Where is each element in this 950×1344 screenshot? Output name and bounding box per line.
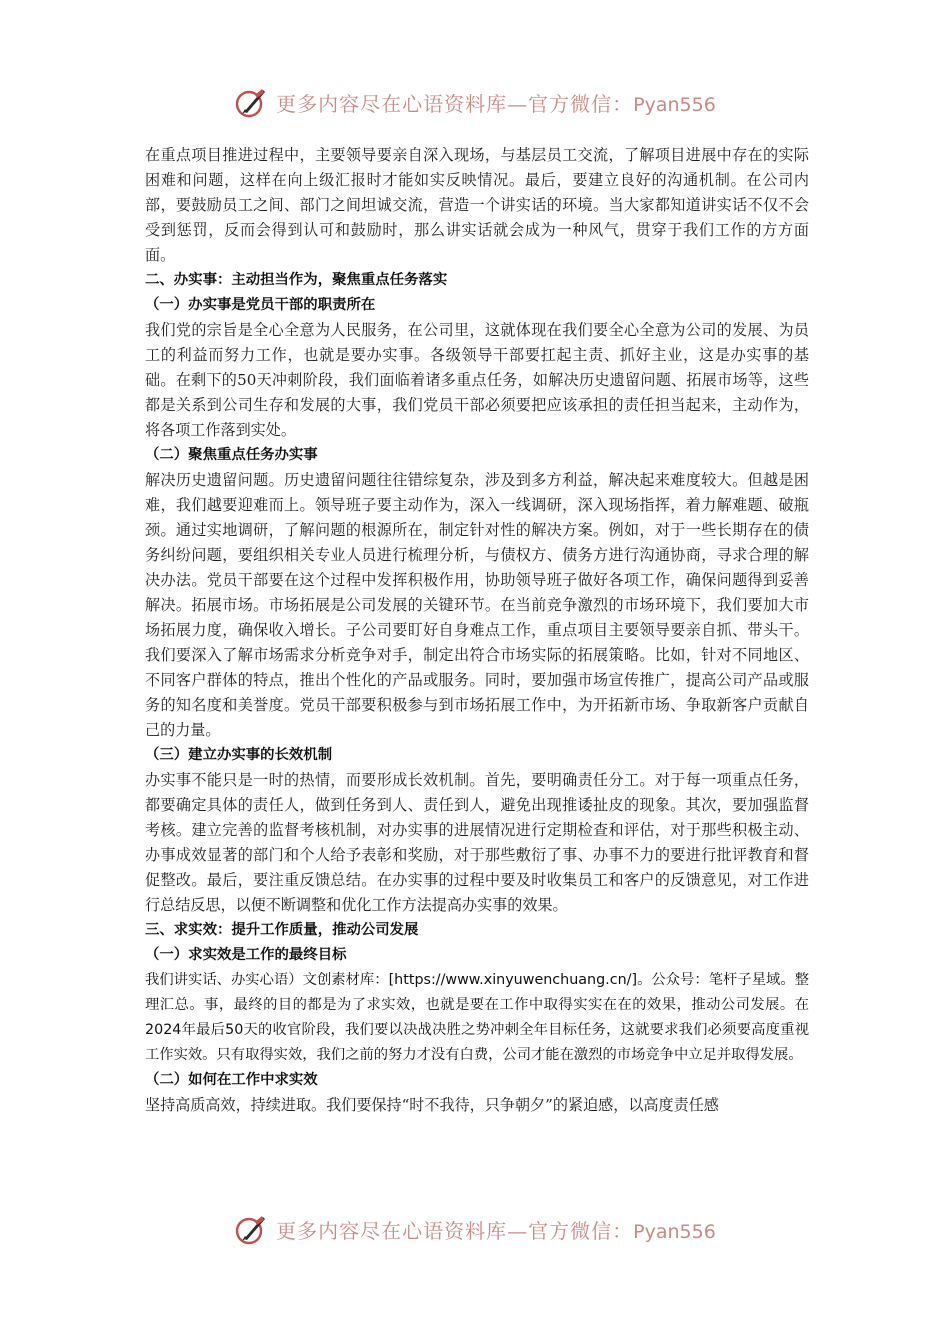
paragraph-3-1: 我们讲实话、办实心语）文创素材库：[https://www.xinyuwenchuang.cn/]。公众号：笔杆子星域。整理汇总。事，最终的目的都是为了求实效，也就是要在工作中取得实实在在的效果，推动公司发展。在2024年最后50天的收官阶段，我们要以决战决胜之势冲刺全年目标任务，这就要求我们必须要高度重视工作实效。只有取得实效，我们之前的努力才没有白费，公司才能在激烈的市场竞争中立足并取得发展。 bbox=[145, 972, 809, 1063]
paragraph-2-1: 我们党的宗旨是全心全意为人民服务，在公司里，这就体现在我们要全心全意为公司的发展、为员工的利益而努力工作，也就是要办实事。各级领导干部要扛起主责、抓好主业，这是办实事的基础。在剩下的50天冲刺阶段，我们面临着诸多重点任务，如解决历史遗留问题、拓展市场等，这些都是关系到公司生存和发展的大事，我们党员干部必须要把应该承担的责任担当起来，主动作为，将各项工作落到实处。 bbox=[145, 321, 809, 439]
header-wechat-id: Pyan556 bbox=[633, 93, 716, 116]
subheading-2-1: （一）办实事是党员干部的职责所在 bbox=[145, 297, 376, 313]
section-heading-3: 三、求实效：提升工作质量，推动公司发展 bbox=[145, 922, 419, 938]
subheading-3-2: （二）如何在工作中求实效 bbox=[145, 1072, 318, 1088]
subheading-2-3: （三）建立办实事的长效机制 bbox=[145, 747, 333, 763]
header-banner-text: 更多内容尽在心语资料库—官方微信：Pyan556 bbox=[276, 91, 716, 116]
header-banner bbox=[0, 82, 950, 122]
paragraph-3-2: 坚持高质高效，持续进取。我们要保持“时不我待，只争朝夕”的紧迫感，以高度责任感 bbox=[145, 1096, 719, 1114]
paragraph-2-2: 解决历史遗留问题。历史遗留问题往往错综复杂，涉及到多方利益，解决起来难度较大。但越是困难，我们越要迎难而上。领导班子要主动作为，深入一线调研，深入现场指挥，着力解难题、破瓶颈。通过实地调研，了解问题的根源所在，制定针对性的解决方案。例如，对于一些长期存在的债务纠纷问题，要组织相关专业人员进行梳理分析，与债权方、债务方进行沟通协商，寻求合理的解决办法。党员干部要在这个过程中发挥积极作用，协助领导班子做好各项工作，确保问题得到妥善解决。拓展市场。市场拓展是公司发展的关键环节。在当前竞争激烈的市场环境下，我们要加大市场拓展力度，确保收入增长。子公司要盯好自身难点工作，重点项目主要领导要亲自抓、带头干。我们要深入了解市场需求分析竞争对手，制定出符合市场实际的拓展策略。比如，针对不同地区、不同客户群体的特点，推出个性化的产品或服务。同时，要加强市场宣传推广，提高公司产品或服务的知名度和美誉度。党员干部要积极参与到市场拓展工作中，为开拓新市场、争取新客户贡献自己的力量。 bbox=[145, 471, 809, 739]
paragraph-2-3: 办实事不能只是一时的热情，而要形成长效机制。首先，要明确责任分工。对于每一项重点任务，都要确定具体的责任人，做到任务到人、责任到人，避免出现推诿扯皮的现象。其次，要加强监督考核。建立完善的监督考核机制，对办实事的进展情况进行定期检查和评估，对于那些积极主动、办事成效显著的部门和个人给予表彰和奖励，对于那些敷衍了事、办事不力的要进行批评教育和督促整改。最后，要注重反馈总结。在办实事的过程中要及时收集员工和客户的反馈意见，对工作进行总结反思，以便不断调整和优化工作方法提高办实事的效果。 bbox=[145, 771, 809, 914]
document-body bbox=[145, 143, 809, 1118]
subheading-2-2: （二）聚焦重点任务办实事 bbox=[145, 447, 318, 463]
footer-wechat-id: Pyan556 bbox=[633, 1220, 716, 1243]
quill-logo-icon bbox=[234, 1212, 268, 1246]
section-heading-2: 二、办实事：主动担当作为，聚焦重点任务落实 bbox=[145, 272, 448, 288]
quill-logo-icon bbox=[234, 85, 268, 119]
subheading-3-1: （一）求实效是工作的最终目标 bbox=[145, 947, 347, 963]
paragraph-intro: 在重点项目推进过程中，主要领导要亲自深入现场，与基层员工交流，了解项目进展中存在的实际困难和问题，这样在向上级汇报时才能如实反映情况。最后，要建立良好的沟通机制。在公司内部，要鼓励员工之间、部门之间坦诚交流，营造一个讲实话的环境。当大家都知道讲实话不仅不会受到惩罚，反而会得到认可和鼓励时，那么讲实话就会成为一种风气，贯穿于我们工作的方方面面。 bbox=[145, 146, 809, 264]
footer-banner bbox=[0, 1209, 950, 1249]
footer-banner-text: 更多内容尽在心语资料库—官方微信：Pyan556 bbox=[276, 1218, 716, 1243]
